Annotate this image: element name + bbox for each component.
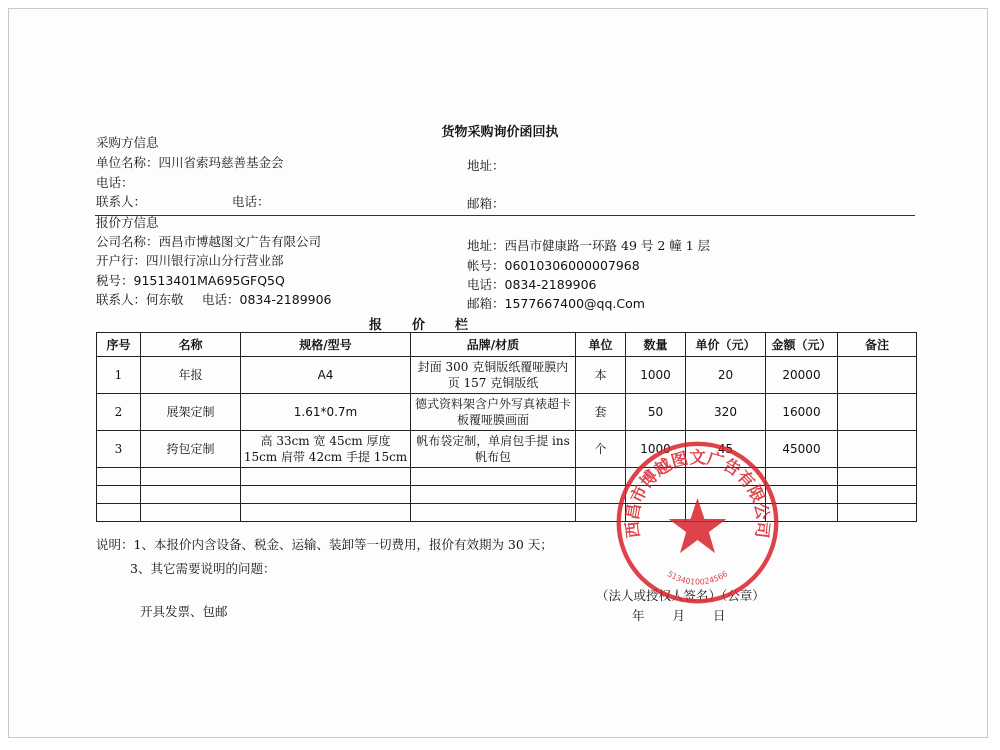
cell-name: 展架定制 <box>141 394 241 431</box>
cell-spec: 1.61*0.7m <box>241 394 411 431</box>
seal-name: 西昌市博越图文广告有限公司 <box>622 448 773 540</box>
vendor-contact-label: 联系人： <box>96 292 147 307</box>
company-seal <box>610 435 785 610</box>
header-unit-price: 单价（元） <box>686 333 766 357</box>
buyer-mailbox-label: 邮箱： <box>467 196 505 211</box>
vendor-heading: 报价方信息 <box>96 215 159 230</box>
quote-section-heading <box>355 314 484 333</box>
cell-remarks <box>838 431 917 468</box>
vendor-contact-phone-value: 0834-2189906 <box>239 292 332 307</box>
header-index: 序号 <box>97 333 141 357</box>
vendor-company-value: 西昌市博越图文广告有限公司 <box>158 234 322 249</box>
vendor-tax-value: 91513401MA695GFQ5Q <box>133 273 285 288</box>
header-remarks: 备注 <box>838 333 917 357</box>
buyer-unit <box>96 155 284 171</box>
table-row-empty <box>97 504 917 522</box>
seal-star-icon <box>669 498 727 553</box>
vendor-address-value: 西昌市健康路一环路 49 号 2 幢 1 层 <box>504 238 711 253</box>
vendor-mailbox-value: 1577667400@qq.Com <box>504 296 645 311</box>
vendor-company-label: 公司名称： <box>96 234 159 249</box>
vendor-contact <box>96 292 184 308</box>
date-month: 月 <box>672 608 686 623</box>
buyer-contact-label: 联系人： <box>96 194 147 209</box>
cell-amount: 20000 <box>766 357 838 394</box>
cell-quantity: 1000 <box>626 431 686 468</box>
cell-spec: A4 <box>241 357 411 394</box>
cell-amount: 16000 <box>766 394 838 431</box>
vendor-contact-phone <box>202 292 332 308</box>
cell-index: 1 <box>97 357 141 394</box>
note-3: 3、其它需要说明的问题： <box>130 561 276 576</box>
cell-unit-price: 320 <box>686 394 766 431</box>
buyer-heading: 采购方信息 <box>96 135 159 150</box>
quote-section-char-2: 价 <box>412 318 428 333</box>
vendor-phone-label: 电话： <box>467 277 505 292</box>
note-1: 说明：1、本报价内含设备、税金、运输、装卸等一切费用，报价有效期为 30 天； <box>96 537 553 552</box>
table-row <box>97 357 917 394</box>
quote-section-char-3: 栏 <box>455 318 471 333</box>
cell-brand: 德式资料架含户外写真裱超卡板覆哑膜画面 <box>411 394 576 431</box>
cell-brand: 封面 300 克铜版纸覆哑膜内页 157 克铜版纸 <box>411 357 576 394</box>
seal-number: 5134010024566 <box>665 569 730 587</box>
buyer-phone-label: 电话： <box>96 175 134 190</box>
vendor-tax-label: 税号： <box>96 273 134 288</box>
table-row-empty <box>97 486 917 504</box>
quote-table <box>96 332 917 522</box>
buyer-unit-value: 四川省索玛慈善基金会 <box>158 155 284 170</box>
vendor-account-label: 帐号： <box>467 258 505 273</box>
document-title: 货物采购询价函回执 <box>441 125 559 140</box>
header-unit: 单位 <box>576 333 626 357</box>
vendor-contact-value: 何东敬 <box>146 292 184 307</box>
vendor-company <box>96 234 321 250</box>
vendor-bank-label: 开户行： <box>96 253 147 268</box>
vendor-account <box>467 258 640 274</box>
vendor-address <box>467 238 710 254</box>
buyer-contact-phone-label: 电话： <box>232 194 270 209</box>
table-row <box>97 394 917 431</box>
buyer-address-label: 地址： <box>467 158 505 173</box>
signature-line: （法人或授权人签名）（公章） <box>596 588 765 603</box>
vendor-bank-value: 四川银行凉山分行营业部 <box>146 253 284 268</box>
cell-brand: 帆布袋定制，单肩包手提 ins 帆布包 <box>411 431 576 468</box>
cell-unit-price: 20 <box>686 357 766 394</box>
cell-index: 2 <box>97 394 141 431</box>
cell-amount: 45000 <box>766 431 838 468</box>
vendor-mailbox-label: 邮箱： <box>467 296 505 311</box>
cell-unit: 个 <box>576 431 626 468</box>
table-row <box>97 431 917 468</box>
cell-unit-price: 45 <box>686 431 766 468</box>
note-body: 开具发票、包邮 <box>140 604 228 619</box>
cell-name: 挎包定制 <box>141 431 241 468</box>
cell-unit: 本 <box>576 357 626 394</box>
cell-unit: 套 <box>576 394 626 431</box>
cell-quantity: 50 <box>626 394 686 431</box>
buyer-unit-label: 单位名称： <box>96 155 159 170</box>
quote-section-char-1: 报 <box>369 318 385 333</box>
header-quantity: 数量 <box>626 333 686 357</box>
date-day: 日 <box>713 608 726 623</box>
header-name: 名称 <box>141 333 241 357</box>
header-brand: 品牌/材质 <box>411 333 576 357</box>
cell-index: 3 <box>97 431 141 468</box>
cell-quantity: 1000 <box>626 357 686 394</box>
section-divider <box>95 215 915 216</box>
cell-remarks <box>838 357 917 394</box>
vendor-tax <box>96 273 285 289</box>
vendor-address-label: 地址： <box>467 238 505 253</box>
table-header-row <box>97 333 917 357</box>
vendor-phone-value: 0834-2189906 <box>504 277 597 292</box>
vendor-contact-phone-label: 电话： <box>202 292 240 307</box>
vendor-mailbox <box>467 296 645 312</box>
vendor-account-value: 06010306000007968 <box>504 258 640 273</box>
header-spec: 规格/型号 <box>241 333 411 357</box>
vendor-bank <box>96 253 284 269</box>
table-row-empty <box>97 468 917 486</box>
cell-remarks <box>838 394 917 431</box>
date-year: 年 <box>632 608 645 623</box>
header-amount: 金额（元） <box>766 333 838 357</box>
cell-spec: 高 33cm 宽 45cm 厚度 15cm 肩带 42cm 手提 15cm <box>241 431 411 468</box>
cell-name: 年报 <box>141 357 241 394</box>
vendor-phone <box>467 277 597 293</box>
